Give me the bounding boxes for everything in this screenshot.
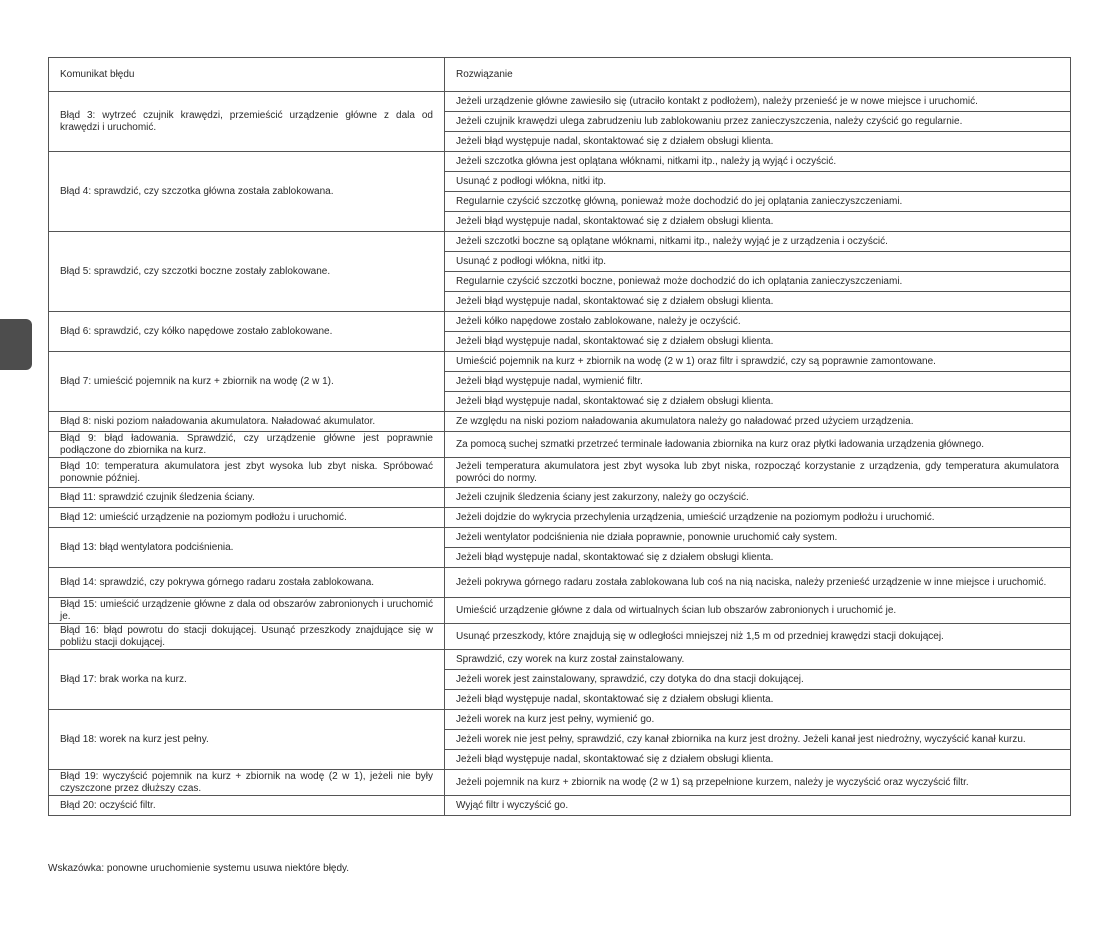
- solution-cell: Za pomocą suchej szmatki przetrzeć terminale ładowania zbiornika na kurz oraz płytki ładowania urządzenia głównego.: [445, 432, 1071, 458]
- error-message-cell: Błąd 16: błąd powrotu do stacji dokującej. Usunąć przeszkody znajdujące się w pobliżu stacji dokującej.: [49, 624, 445, 650]
- solution-cell: Jeżeli błąd występuje nadal, wymienić filtr.: [445, 372, 1071, 392]
- solution-cell: Jeżeli błąd występuje nadal, skontaktować się z działem obsługi klienta.: [445, 548, 1071, 568]
- solution-cell: Jeżeli błąd występuje nadal, skontaktować się z działem obsługi klienta.: [445, 332, 1071, 352]
- solution-cell: Usunąć z podłogi włókna, nitki itp.: [445, 172, 1071, 192]
- solution-cell: Jeżeli czujnik śledzenia ściany jest zakurzony, należy go oczyścić.: [445, 488, 1071, 508]
- error-message-cell: Błąd 4: sprawdzić, czy szczotka główna została zablokowana.: [49, 152, 445, 232]
- solution-cell: Jeżeli worek na kurz jest pełny, wymienić go.: [445, 710, 1071, 730]
- solution-cell: Sprawdzić, czy worek na kurz został zainstalowany.: [445, 650, 1071, 670]
- table-row: [49, 232, 1071, 252]
- solution-cell: Jeżeli temperatura akumulatora jest zbyt wysoka lub zbyt niska, rozpocząć korzystanie z urządzenia, gdy temperatura akumulatora powróci do normy.: [445, 458, 1071, 488]
- solution-cell: Wyjąć filtr i wyczyścić go.: [445, 796, 1071, 816]
- error-message-cell: Błąd 5: sprawdzić, czy szczotki boczne zostały zablokowane.: [49, 232, 445, 312]
- solution-cell: Jeżeli urządzenie główne zawiesiło się (utraciło kontakt z podłożem), należy przenieść je w nowe miejsce i uruchomić.: [445, 92, 1071, 112]
- error-message-cell: Błąd 3: wytrzeć czujnik krawędzi, przemieścić urządzenie główne z dala od krawędzi i uruchomić.: [49, 92, 445, 152]
- solution-cell: Jeżeli pojemnik na kurz + zbiornik na wodę (2 w 1) są przepełnione kurzem, należy je wyczyścić oraz wyczyścić filtr.: [445, 770, 1071, 796]
- solution-cell: Jeżeli błąd występuje nadal, skontaktować się z działem obsługi klienta.: [445, 132, 1071, 152]
- table-row: [49, 412, 1071, 432]
- table-row: [49, 710, 1071, 730]
- error-message-cell: Błąd 6: sprawdzić, czy kółko napędowe zostało zablokowane.: [49, 312, 445, 352]
- table-row: [49, 568, 1071, 598]
- error-message-cell: Błąd 9: błąd ładowania. Sprawdzić, czy urządzenie główne jest poprawnie podłączone do zbiornika na kurz.: [49, 432, 445, 458]
- solution-cell: Jeżeli błąd występuje nadal, skontaktować się z działem obsługi klienta.: [445, 392, 1071, 412]
- solution-cell: Umieścić urządzenie główne z dala od wirtualnych ścian lub obszarów zabronionych i uruchomić je.: [445, 598, 1071, 624]
- error-message-cell: Błąd 18: worek na kurz jest pełny.: [49, 710, 445, 770]
- tip-note: Wskazówka: ponowne uruchomienie systemu usuwa niektóre błędy.: [48, 863, 350, 874]
- solution-cell: Jeżeli worek nie jest pełny, sprawdzić, czy kanał zbiornika na kurz jest drożny. Jeżeli kanał jest niedrożny, wyczyścić kanał kurzu.: [445, 730, 1071, 750]
- error-message-cell: Błąd 11: sprawdzić czujnik śledzenia ściany.: [49, 488, 445, 508]
- solution-cell: Regularnie czyścić szczotkę główną, ponieważ może dochodzić do jej oplątania zanieczyszczeniami.: [445, 192, 1071, 212]
- table-row: [49, 92, 1071, 112]
- table-row: [49, 488, 1071, 508]
- error-message-cell: Błąd 13: błąd wentylatora podciśnienia.: [49, 528, 445, 568]
- table-row: [49, 624, 1071, 650]
- header-error-message: Komunikat błędu: [49, 58, 445, 92]
- solution-cell: Jeżeli błąd występuje nadal, skontaktować się z działem obsługi klienta.: [445, 690, 1071, 710]
- solution-cell: Usunąć z podłogi włókna, nitki itp.: [445, 252, 1071, 272]
- table-row: [49, 508, 1071, 528]
- table-row: [49, 152, 1071, 172]
- table-row: [49, 528, 1071, 548]
- error-message-cell: Błąd 12: umieścić urządzenie na poziomym podłożu i uruchomić.: [49, 508, 445, 528]
- solution-cell: Jeżeli kółko napędowe zostało zablokowane, należy je oczyścić.: [445, 312, 1071, 332]
- solution-cell: Jeżeli pokrywa górnego radaru została zablokowana lub coś na nią naciska, należy przenieść urządzenie w inne miejsce i uruchomić.: [445, 568, 1071, 598]
- table-row: [49, 432, 1071, 458]
- solution-cell: Jeżeli błąd występuje nadal, skontaktować się z działem obsługi klienta.: [445, 292, 1071, 312]
- side-tab-marker: [0, 319, 32, 370]
- table-row: [49, 312, 1071, 332]
- solution-cell: Umieścić pojemnik na kurz + zbiornik na wodę (2 w 1) oraz filtr i sprawdzić, czy są poprawnie zamontowane.: [445, 352, 1071, 372]
- error-message-cell: Błąd 7: umieścić pojemnik na kurz + zbiornik na wodę (2 w 1).: [49, 352, 445, 412]
- table-row: [49, 650, 1071, 670]
- error-message-cell: Błąd 8: niski poziom naładowania akumulatora. Naładować akumulator.: [49, 412, 445, 432]
- solution-cell: Usunąć przeszkody, które znajdują się w odległości mniejszej niż 1,5 m od przedniej krawędzi stacji dokującej.: [445, 624, 1071, 650]
- solution-cell: Jeżeli dojdzie do wykrycia przechylenia urządzenia, umieścić urządzenie na poziomym podłożu i uruchomić.: [445, 508, 1071, 528]
- table-row: [49, 598, 1071, 624]
- table-header-row: [49, 58, 1071, 92]
- error-message-cell: Błąd 10: temperatura akumulatora jest zbyt wysoka lub zbyt niska. Spróbować ponownie później.: [49, 458, 445, 488]
- solution-cell: Regularnie czyścić szczotki boczne, ponieważ może dochodzić do ich oplątania zanieczyszczeniami.: [445, 272, 1071, 292]
- table-row: [49, 796, 1071, 816]
- solution-cell: Jeżeli szczotki boczne są oplątane włóknami, nitkami itp., należy wyjąć je z urządzenia i oczyścić.: [445, 232, 1071, 252]
- header-solution: Rozwiązanie: [445, 58, 1071, 92]
- error-message-cell: Błąd 17: brak worka na kurz.: [49, 650, 445, 710]
- error-message-cell: Błąd 19: wyczyścić pojemnik na kurz + zbiornik na wodę (2 w 1), jeżeli nie były czyszczone przez dłuższy czas.: [49, 770, 445, 796]
- solution-cell: Jeżeli worek jest zainstalowany, sprawdzić, czy dotyka do dna stacji dokującej.: [445, 670, 1071, 690]
- table-row: [49, 352, 1071, 372]
- error-message-cell: Błąd 14: sprawdzić, czy pokrywa górnego radaru została zablokowana.: [49, 568, 445, 598]
- error-message-cell: Błąd 20: oczyścić filtr.: [49, 796, 445, 816]
- solution-cell: Jeżeli błąd występuje nadal, skontaktować się z działem obsługi klienta.: [445, 750, 1071, 770]
- solution-cell: Ze względu na niski poziom naładowania akumulatora należy go naładować przed użyciem urządzenia.: [445, 412, 1071, 432]
- error-table: [48, 57, 1071, 816]
- solution-cell: Jeżeli wentylator podciśnienia nie działa poprawnie, ponownie uruchomić cały system.: [445, 528, 1071, 548]
- table-row: [49, 458, 1071, 488]
- solution-cell: Jeżeli czujnik krawędzi ulega zabrudzeniu lub zablokowaniu przez zanieczyszczenia, należy czyścić go regularnie.: [445, 112, 1071, 132]
- error-message-cell: Błąd 15: umieścić urządzenie główne z dala od obszarów zabronionych i uruchomić je.: [49, 598, 445, 624]
- solution-cell: Jeżeli błąd występuje nadal, skontaktować się z działem obsługi klienta.: [445, 212, 1071, 232]
- solution-cell: Jeżeli szczotka główna jest oplątana włóknami, nitkami itp., należy ją wyjąć i oczyścić.: [445, 152, 1071, 172]
- table-row: [49, 770, 1071, 796]
